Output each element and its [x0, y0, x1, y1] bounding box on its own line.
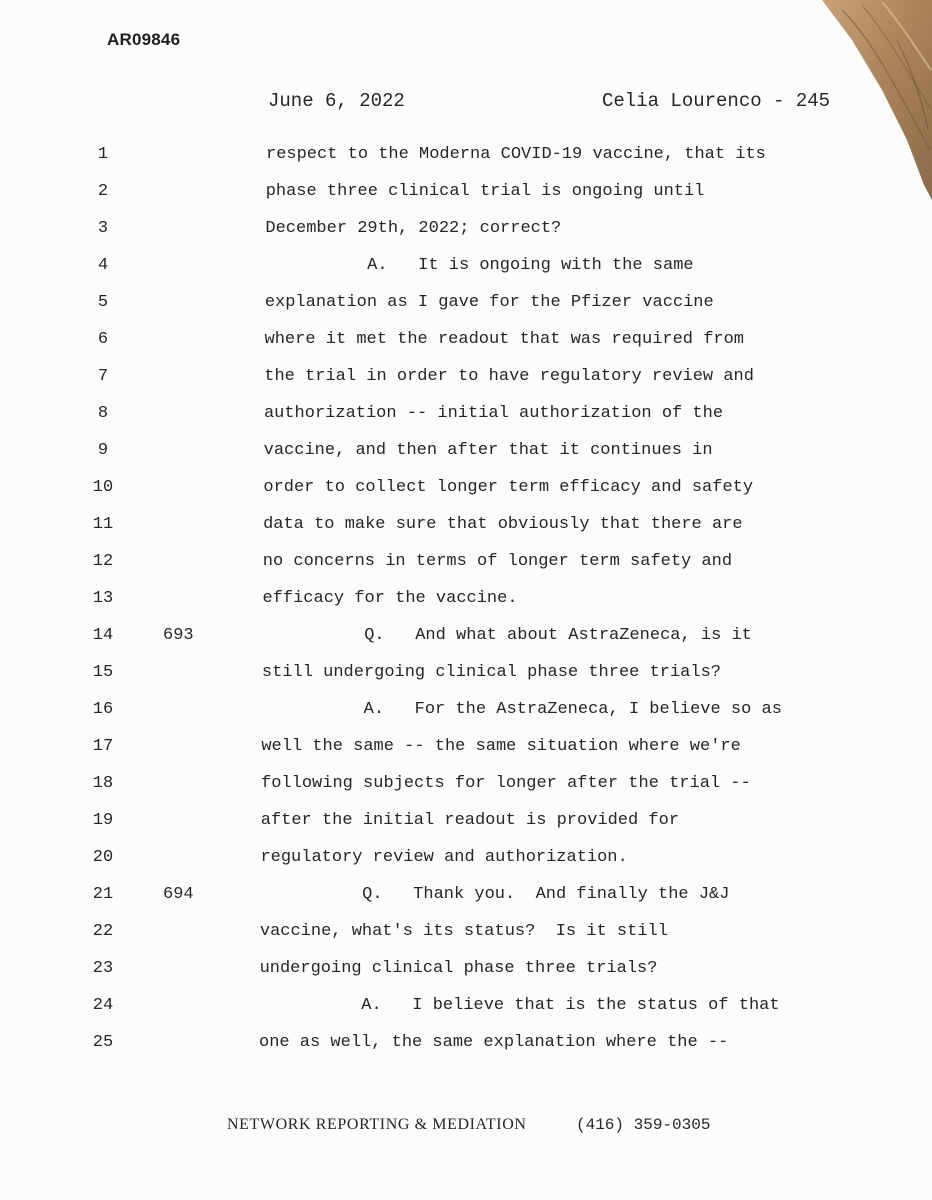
transcript-line	[0, 219, 900, 243]
line-text: Q. And what about AstraZeneca, is it	[262, 626, 752, 645]
line-text: respect to the Moderna COVID-19 vaccine, that its	[266, 145, 766, 164]
line-text: the trial in order to have regulatory review and	[264, 367, 754, 386]
line-text: vaccine, and then after that it continues in	[263, 441, 713, 460]
transcript-line	[0, 811, 900, 835]
line-text: following subjects for longer after the trial --	[261, 774, 751, 793]
line-number: 25	[92, 1033, 114, 1052]
transcript-line	[0, 922, 900, 946]
transcript-line	[0, 515, 900, 539]
line-text: efficacy for the vaccine.	[262, 589, 518, 608]
line-number: 16	[92, 700, 114, 719]
line-number: 3	[97, 219, 109, 238]
reporter-phone: (416) 359-0305	[576, 1116, 711, 1134]
line-number: 9	[97, 441, 109, 460]
line-number: 15	[92, 663, 114, 682]
line-text: authorization -- initial authorization of the	[263, 404, 724, 423]
line-number: 20	[92, 848, 114, 867]
line-number: 10	[92, 478, 114, 497]
transcript-line	[0, 404, 900, 428]
line-text: no concerns in terms of longer term safety and	[262, 552, 733, 571]
line-number: 14	[92, 626, 114, 645]
line-text: A. It is ongoing with the same	[265, 256, 694, 275]
reporter-name: NETWORK REPORTING & MEDIATION	[227, 1116, 527, 1133]
transcript-line	[0, 182, 900, 206]
line-number: 23	[92, 959, 114, 978]
line-number: 22	[92, 922, 114, 941]
transcript-line	[0, 626, 900, 650]
transcript-line	[0, 330, 900, 354]
line-number: 11	[92, 515, 114, 534]
transcript-line	[0, 441, 900, 465]
transcript-line	[0, 663, 900, 687]
line-number: 21	[92, 885, 114, 904]
line-text: A. For the AstraZeneca, I believe so as	[261, 700, 782, 719]
witness-page-label: Celia Lourenco - 245	[602, 90, 831, 112]
line-text: data to make sure that obviously that there are	[263, 515, 743, 534]
transcript-line	[0, 996, 900, 1020]
transcript-line	[0, 293, 900, 317]
line-number: 13	[92, 589, 114, 608]
transcript-line	[0, 145, 900, 169]
transcript-line	[0, 367, 900, 391]
line-number: 17	[92, 737, 114, 756]
transcript-line	[0, 256, 900, 280]
line-number: 2	[97, 182, 109, 201]
line-text: one as well, the same explanation where the --	[259, 1033, 729, 1052]
line-number: 1	[97, 145, 109, 164]
line-number: 4	[97, 256, 109, 275]
exhibit-stamp: AR09846	[107, 30, 181, 49]
line-number: 19	[92, 811, 114, 830]
line-text: still undergoing clinical phase three trials?	[261, 663, 721, 682]
transcript-line	[0, 552, 900, 576]
line-text: A. I believe that is the status of that	[259, 996, 780, 1015]
line-number: 12	[92, 552, 114, 571]
line-text: order to collect longer term efficacy and safety	[263, 478, 754, 497]
transcript-line	[0, 737, 900, 761]
line-number: 6	[97, 330, 109, 349]
transcript-line	[0, 885, 900, 909]
line-number: 18	[92, 774, 114, 793]
line-number: 5	[97, 293, 109, 312]
transcript-line	[0, 1033, 900, 1057]
transcript-line	[0, 959, 900, 983]
line-text: vaccine, what's its status? Is it still	[259, 922, 668, 941]
line-number: 8	[97, 404, 109, 423]
paragraph-number: 693	[163, 626, 194, 645]
line-text: explanation as I gave for the Pfizer vaccine	[264, 293, 714, 312]
transcript-line	[0, 700, 900, 724]
line-text: well the same -- the same situation where we're	[261, 737, 741, 756]
line-text: undergoing clinical phase three trials?	[259, 959, 658, 978]
transcript-date: June 6, 2022	[268, 90, 405, 112]
line-text: phase three clinical trial is ongoing until	[265, 182, 705, 201]
line-text: where it met the readout that was required from	[264, 330, 745, 349]
transcript-line	[0, 848, 900, 872]
line-text: Q. Thank you. And finally the J&J	[260, 885, 730, 904]
line-text: December 29th, 2022; correct?	[265, 219, 562, 238]
transcript-line	[0, 589, 900, 613]
line-text: after the initial readout is provided for	[260, 811, 680, 830]
paragraph-number: 694	[163, 885, 194, 904]
line-number: 24	[92, 996, 114, 1015]
transcript-line	[0, 478, 900, 502]
line-number: 7	[97, 367, 109, 386]
line-text: regulatory review and authorization.	[260, 848, 628, 867]
transcript-line	[0, 774, 900, 798]
